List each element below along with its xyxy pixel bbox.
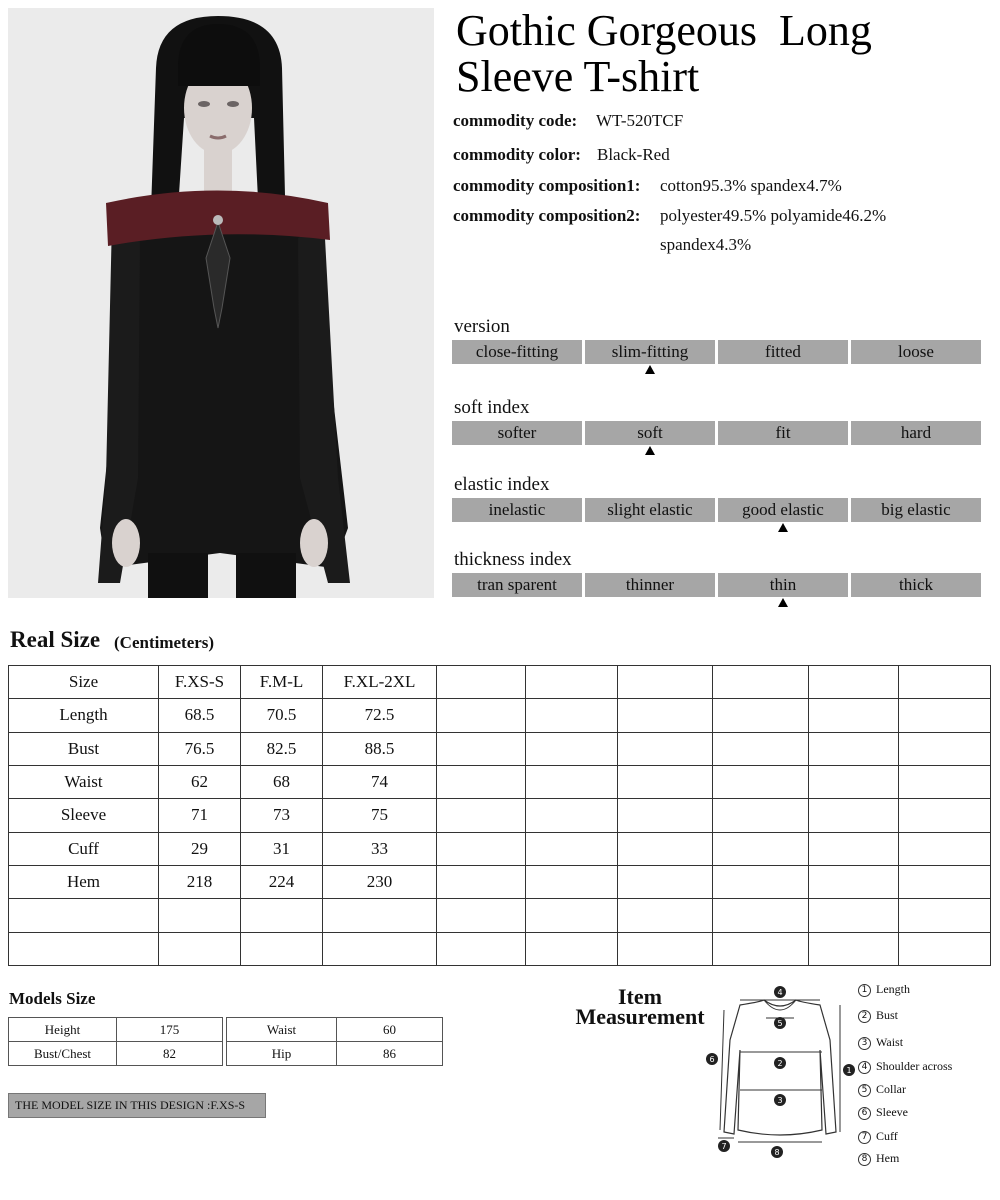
attribute-label: commodity composition1: bbox=[453, 176, 641, 195]
empty-cell bbox=[323, 932, 437, 965]
model-value: 175 bbox=[117, 1018, 223, 1042]
empty-cell bbox=[526, 765, 618, 798]
models-size-title: Models Size bbox=[9, 989, 96, 1008]
row-label: Bust bbox=[9, 732, 159, 765]
empty-cell bbox=[437, 932, 526, 965]
empty-cell bbox=[713, 932, 809, 965]
svg-text:6: 6 bbox=[709, 1055, 715, 1064]
empty-cell bbox=[437, 699, 526, 732]
index-option: good elastic bbox=[718, 498, 848, 522]
empty-cell bbox=[437, 865, 526, 898]
empty-cell bbox=[899, 799, 991, 832]
empty-cell bbox=[713, 899, 809, 932]
row-label: Length bbox=[9, 699, 159, 732]
product-photo bbox=[8, 8, 434, 598]
index-option: loose bbox=[851, 340, 981, 364]
index-option: hard bbox=[851, 421, 981, 445]
table-cell: 68.5 bbox=[159, 699, 241, 732]
table-row-empty bbox=[9, 899, 991, 932]
empty-cell bbox=[899, 765, 991, 798]
index-title-soft: soft index bbox=[454, 397, 530, 418]
empty-cell bbox=[809, 799, 899, 832]
legend-label: Waist bbox=[876, 1035, 904, 1049]
empty-cell bbox=[526, 865, 618, 898]
empty-cell bbox=[437, 765, 526, 798]
empty-cell bbox=[809, 899, 899, 932]
legend-label: Hem bbox=[876, 1151, 900, 1165]
empty-cell bbox=[437, 732, 526, 765]
table-cell: 88.5 bbox=[323, 732, 437, 765]
empty-cell bbox=[9, 899, 159, 932]
index-selected-marker bbox=[778, 598, 788, 607]
attribute-value: cotton95.3% spandex4.7% bbox=[660, 176, 842, 195]
empty-cell bbox=[809, 865, 899, 898]
index-option: inelastic bbox=[452, 498, 582, 522]
product-title: Gothic Gorgeous Long Sleeve T-shirt bbox=[456, 6, 872, 101]
legend-label: Sleeve bbox=[876, 1105, 908, 1119]
index-scale-thickness bbox=[452, 573, 983, 597]
empty-cell bbox=[713, 765, 809, 798]
empty-cell bbox=[618, 932, 713, 965]
svg-text:2: 2 bbox=[777, 1059, 783, 1068]
table-header-cell: F.M-L bbox=[241, 666, 323, 699]
legend-number: 1 bbox=[858, 984, 871, 997]
legend-label: Collar bbox=[876, 1082, 906, 1096]
empty-cell bbox=[899, 732, 991, 765]
empty-cell bbox=[899, 932, 991, 965]
index-option: big elastic bbox=[851, 498, 981, 522]
index-option: thinner bbox=[585, 573, 715, 597]
table-row-empty bbox=[9, 932, 991, 965]
table-cell: 224 bbox=[241, 865, 323, 898]
table-cell: 68 bbox=[241, 765, 323, 798]
table-cell: 71 bbox=[159, 799, 241, 832]
table-row bbox=[9, 799, 991, 832]
table-cell: 218 bbox=[159, 865, 241, 898]
real-size-title: Real Size bbox=[10, 627, 101, 652]
index-option: fit bbox=[718, 421, 848, 445]
table-row bbox=[227, 1018, 443, 1042]
empty-cell bbox=[437, 899, 526, 932]
table-cell: 75 bbox=[323, 799, 437, 832]
table-cell: 29 bbox=[159, 832, 241, 865]
model-value: 86 bbox=[337, 1042, 443, 1066]
legend-item-hem bbox=[858, 1151, 899, 1166]
empty-cell bbox=[809, 699, 899, 732]
index-scale-version bbox=[452, 340, 983, 364]
svg-text:7: 7 bbox=[721, 1142, 727, 1151]
svg-text:5: 5 bbox=[777, 1019, 783, 1028]
model-label: Waist bbox=[227, 1018, 337, 1042]
empty-cell bbox=[526, 666, 618, 699]
table-row bbox=[227, 1042, 443, 1066]
empty-cell bbox=[713, 799, 809, 832]
model-label: Hip bbox=[227, 1042, 337, 1066]
index-title-elastic: elastic index bbox=[454, 474, 550, 495]
index-selected-marker bbox=[645, 365, 655, 374]
legend-label: Bust bbox=[876, 1008, 899, 1022]
measurement-diagram bbox=[700, 980, 860, 1160]
table-cell: 74 bbox=[323, 765, 437, 798]
row-label: Hem bbox=[9, 865, 159, 898]
index-option: soft bbox=[585, 421, 715, 445]
empty-cell bbox=[899, 899, 991, 932]
index-option: tran sparent bbox=[452, 573, 582, 597]
legend-label: Shoulder across bbox=[876, 1059, 953, 1073]
index-option: thick bbox=[851, 573, 981, 597]
empty-cell bbox=[437, 832, 526, 865]
table-cell: 72.5 bbox=[323, 699, 437, 732]
legend-label: Length bbox=[876, 982, 910, 996]
table-cell: 70.5 bbox=[241, 699, 323, 732]
svg-text:3: 3 bbox=[777, 1096, 783, 1105]
svg-text:8: 8 bbox=[774, 1148, 780, 1157]
empty-cell bbox=[159, 932, 241, 965]
models-table-right bbox=[226, 1017, 443, 1066]
legend-item-waist bbox=[858, 1035, 903, 1050]
empty-cell bbox=[618, 832, 713, 865]
attribute-label: commodity composition2: bbox=[453, 206, 641, 225]
legend-item-bust bbox=[858, 1008, 898, 1023]
table-header-cell: Size bbox=[9, 666, 159, 699]
empty-cell bbox=[618, 865, 713, 898]
table-header-cell: F.XS-S bbox=[159, 666, 241, 699]
empty-cell bbox=[618, 666, 713, 699]
empty-cell bbox=[618, 899, 713, 932]
attribute-value: polyester49.5% polyamide46.2% bbox=[660, 206, 887, 225]
empty-cell bbox=[713, 732, 809, 765]
real-size-unit: (Centimeters) bbox=[114, 633, 215, 652]
row-label: Cuff bbox=[9, 832, 159, 865]
attribute-label: commodity code: bbox=[453, 111, 578, 130]
item-measurement-title-line2: Measurement bbox=[575, 1004, 705, 1029]
empty-cell bbox=[526, 832, 618, 865]
empty-cell bbox=[809, 932, 899, 965]
empty-cell bbox=[618, 732, 713, 765]
legend-number: 6 bbox=[858, 1107, 871, 1120]
model-label: Height bbox=[9, 1018, 117, 1042]
table-header-cell: F.XL-2XL bbox=[323, 666, 437, 699]
empty-cell bbox=[241, 932, 323, 965]
model-label: Bust/Chest bbox=[9, 1042, 117, 1066]
table-cell: 31 bbox=[241, 832, 323, 865]
empty-cell bbox=[437, 799, 526, 832]
empty-cell bbox=[809, 732, 899, 765]
legend-number: 7 bbox=[858, 1131, 871, 1144]
model-size-note: THE MODEL SIZE IN THIS DESIGN :F.XS-S bbox=[8, 1093, 266, 1118]
attribute-value: Black-Red bbox=[597, 145, 670, 164]
empty-cell bbox=[713, 699, 809, 732]
table-row bbox=[9, 832, 991, 865]
legend-item-collar bbox=[858, 1082, 906, 1097]
legend-number: 4 bbox=[858, 1061, 871, 1074]
item-measurement-title-line1: Item bbox=[618, 984, 662, 1009]
index-option: slight elastic bbox=[585, 498, 715, 522]
empty-cell bbox=[713, 865, 809, 898]
row-label: Sleeve bbox=[9, 799, 159, 832]
legend-item-cuff bbox=[858, 1129, 898, 1144]
model-value: 60 bbox=[337, 1018, 443, 1042]
empty-cell bbox=[713, 832, 809, 865]
legend-item-shoulder bbox=[858, 1059, 952, 1074]
models-table-left bbox=[8, 1017, 223, 1066]
table-row bbox=[9, 865, 991, 898]
table-row bbox=[9, 1042, 223, 1066]
attribute-value: WT-520TCF bbox=[596, 111, 684, 130]
legend-number: 2 bbox=[858, 1010, 871, 1023]
index-selected-marker bbox=[778, 523, 788, 532]
row-label: Waist bbox=[9, 765, 159, 798]
table-row bbox=[9, 1018, 223, 1042]
empty-cell bbox=[713, 666, 809, 699]
attribute-value-continued: spandex4.3% bbox=[660, 235, 752, 254]
size-table-header-row bbox=[9, 666, 991, 699]
index-option: softer bbox=[452, 421, 582, 445]
empty-cell bbox=[899, 832, 991, 865]
empty-cell bbox=[899, 865, 991, 898]
empty-cell bbox=[809, 666, 899, 699]
empty-cell bbox=[437, 666, 526, 699]
item-measurement-title bbox=[560, 984, 720, 1029]
svg-text:1: 1 bbox=[846, 1066, 852, 1075]
table-row bbox=[9, 699, 991, 732]
empty-cell bbox=[809, 765, 899, 798]
index-option: fitted bbox=[718, 340, 848, 364]
legend-item-length bbox=[858, 982, 910, 997]
index-scale-elastic bbox=[452, 498, 983, 522]
empty-cell bbox=[241, 899, 323, 932]
empty-cell bbox=[618, 699, 713, 732]
size-table bbox=[8, 665, 991, 966]
empty-cell bbox=[899, 699, 991, 732]
empty-cell bbox=[159, 899, 241, 932]
index-scale-soft bbox=[452, 421, 983, 445]
attribute-label: commodity color: bbox=[453, 145, 581, 164]
empty-cell bbox=[323, 899, 437, 932]
empty-cell bbox=[526, 932, 618, 965]
index-title-thickness: thickness index bbox=[454, 549, 572, 570]
empty-cell bbox=[618, 799, 713, 832]
table-cell: 62 bbox=[159, 765, 241, 798]
empty-cell bbox=[526, 699, 618, 732]
empty-cell bbox=[526, 799, 618, 832]
empty-cell bbox=[9, 932, 159, 965]
index-option: close-fitting bbox=[452, 340, 582, 364]
index-option: thin bbox=[718, 573, 848, 597]
empty-cell bbox=[899, 666, 991, 699]
empty-cell bbox=[618, 765, 713, 798]
table-cell: 73 bbox=[241, 799, 323, 832]
empty-cell bbox=[809, 832, 899, 865]
table-cell: 230 bbox=[323, 865, 437, 898]
table-row bbox=[9, 765, 991, 798]
index-title-version: version bbox=[454, 316, 510, 337]
svg-text:4: 4 bbox=[777, 988, 783, 997]
legend-item-sleeve bbox=[858, 1105, 908, 1120]
legend-number: 3 bbox=[858, 1037, 871, 1050]
table-cell: 33 bbox=[323, 832, 437, 865]
table-cell: 76.5 bbox=[159, 732, 241, 765]
table-cell: 82.5 bbox=[241, 732, 323, 765]
legend-number: 8 bbox=[858, 1153, 871, 1166]
index-selected-marker bbox=[645, 446, 655, 455]
index-option: slim-fitting bbox=[585, 340, 715, 364]
table-row bbox=[9, 732, 991, 765]
empty-cell bbox=[526, 732, 618, 765]
model-value: 82 bbox=[117, 1042, 223, 1066]
empty-cell bbox=[526, 899, 618, 932]
legend-label: Cuff bbox=[876, 1129, 898, 1143]
legend-number: 5 bbox=[858, 1084, 871, 1097]
